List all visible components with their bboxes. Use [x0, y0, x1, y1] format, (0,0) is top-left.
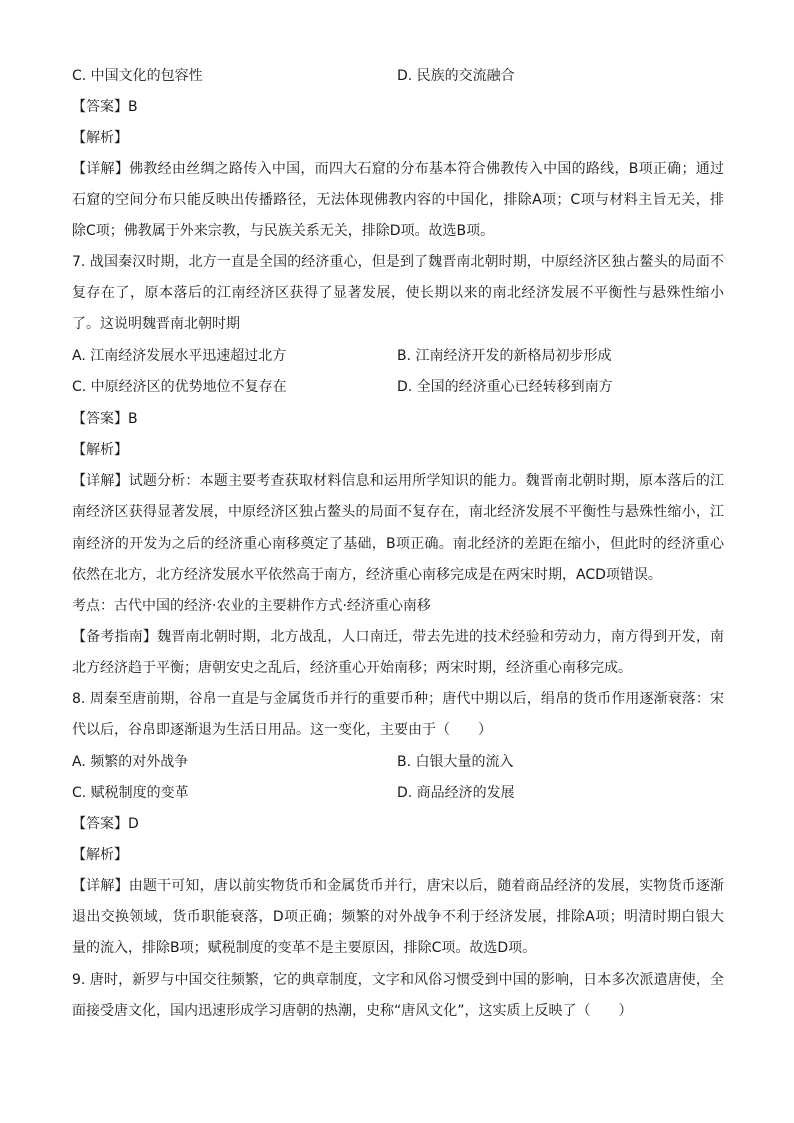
q8-option-b: B. 白银大量的流入 [397, 754, 514, 770]
q7-kaodian: 考点：古代中国的经济·农业的主要耕作方式·经济重心南移 [72, 598, 431, 614]
q6-option-d: D. 民族的交流融合 [397, 68, 515, 84]
q6-analysis-label: 【解析】 [72, 130, 128, 146]
q8-option-a: A. 频繁的对外战争 [72, 754, 189, 770]
q8-detail-line-2: 退出交换领域，货币职能衰落，D项正确；频繁的对外战争不利于经济发展，排除A项；明清时期白银大 [72, 909, 724, 925]
q7-detail-line-1: 【详解】试题分析：本题主要考查获取材料信息和运用所学知识的能力。魏晋南北朝时期，原本落后的江 [72, 473, 724, 489]
q7-stem-line-2: 复存在了，原本落后的江南经济区获得了显著发展，使长期以来的南北经济发展不平衡性与悬殊性缩小 [72, 285, 724, 301]
q8-stem-line-1: 8. 周秦至唐前期，谷帛一直是与金属货币并行的重要币种；唐代中期以后，绢帛的货币作用逐渐衰落：宋 [72, 691, 724, 707]
q7-answer: 【答案】B [72, 411, 138, 427]
q7-beikao-line-2: 北方经济趋于平衡；唐朝安史之乱后，经济重心开始南移；两宋时期，经济重心南移完成。 [72, 660, 632, 676]
q6-option-c: C. 中国文化的包容性 [72, 68, 203, 84]
q7-stem-line-3: 了。这说明魏晋南北朝时期 [72, 316, 240, 332]
q7-option-b: B. 江南经济开发的新格局初步形成 [397, 348, 612, 364]
q8-answer: 【答案】D [72, 816, 139, 832]
q8-analysis-label: 【解析】 [72, 847, 128, 863]
q8-option-d: D. 商品经济的发展 [397, 785, 515, 801]
q9-stem-line-1: 9. 唐时，新罗与中国交往频繁，它的典章制度，文字和风俗习惯受到中国的影响，日本多次派遣唐使，全 [72, 972, 724, 988]
q7-option-d: D. 全国的经济重心已经转移到南方 [397, 379, 613, 395]
q7-option-c: C. 中原经济区的优势地位不复存在 [72, 379, 287, 395]
q8-option-c: C. 赋税制度的变革 [72, 785, 189, 801]
q6-detail-line-3: 除C项；佛教属于外来宗教，与民族关系无关，排除D项。故选B项。 [72, 223, 495, 239]
q6-detail-line-2: 石窟的空间分布只能反映出传播路径，无法体现佛教内容的中国化，排除A项；C项与材料主旨无关，排 [72, 192, 724, 208]
q7-stem-line-1: 7. 战国秦汉时期，北方一直是全国的经济重心，但是到了魏晋南北朝时期，中原经济区独占鳌头的局面不 [72, 254, 724, 270]
q6-answer: 【答案】B [72, 99, 138, 115]
q9-stem-line-2: 面接受唐文化，国内迅速形成学习唐朝的热潮，史称“唐风文化”，这实质上反映了（ ） [72, 1003, 633, 1019]
q8-detail-line-1: 【详解】由题干可知，唐以前实物货币和金属货币并行，唐宋以后，随着商品经济的发展，实物货币逐渐 [72, 878, 724, 894]
q8-stem-line-2: 代以后，谷帛即逐渐退为生活日用品。这一变化，主要由于（ ） [72, 722, 492, 738]
q7-beikao-line-1: 【备考指南】魏晋南北朝时期，北方战乱，人口南迁，带去先进的技术经验和劳动力，南方得到开发，南 [72, 629, 724, 645]
q7-option-a: A. 江南经济发展水平迅速超过北方 [72, 348, 287, 364]
q7-detail-line-3: 南经济的开发为之后的经济重心南移奠定了基础，B项正确。南北经济的差距在缩小，但此时的经济重心 [72, 536, 724, 552]
q7-analysis-label: 【解析】 [72, 442, 128, 458]
q7-detail-line-4: 依然在北方，北方经济发展水平依然高于南方，经济重心南移完成是在两宋时期，ACD项错误。 [72, 567, 662, 583]
q8-detail-line-3: 量的流入，排除B项；赋税制度的变革不是主要原因，排除C项。故选D项。 [72, 940, 537, 956]
q7-detail-line-2: 南经济区获得显著发展，中原经济区独占鳌头的局面不复存在，南北经济发展不平衡性与悬殊性缩小，江 [72, 504, 724, 520]
q6-detail-line-1: 【详解】佛教经由丝绸之路传入中国，而四大石窟的分布基本符合佛教传入中国的路线，B项正确；通过 [72, 161, 724, 177]
